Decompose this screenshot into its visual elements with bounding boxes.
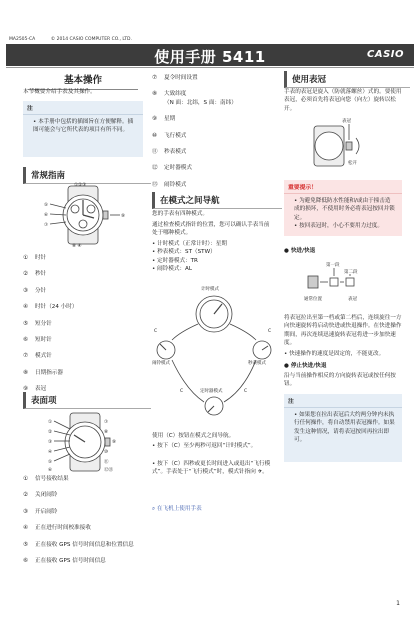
legend-item: ⑤ 正在接收 GPS 信号时间信息和位置信息: [23, 541, 134, 548]
basic-ops-intro: 本节概要介绍手表及其操作。: [23, 89, 96, 95]
basic-ops-heading: 基本操作: [23, 72, 143, 90]
svg-text:⑨: ⑨: [112, 440, 117, 445]
stop-p4: 沿与当前操作相反的方向旋转表冠或按任何按钮。: [284, 373, 396, 388]
page-title: 使用手册 5411: [154, 48, 266, 66]
legend-continued: [152, 74, 274, 189]
crown-note-box: [284, 394, 402, 462]
label-stopwatch: 秒表模式: [248, 361, 266, 366]
svg-text:⑤: ⑤: [44, 203, 49, 208]
mode-b1: • 按下（C）至少两秒可返回“计时模式”。: [152, 443, 257, 449]
svg-text:①: ①: [48, 420, 53, 425]
section-mode-navigation: 在模式之间导航: [152, 192, 282, 209]
legend-item: ⑨ 星期: [152, 116, 176, 123]
fast-heading: ● 快进/快退: [284, 248, 316, 254]
important-b1: • 为避免降低防水性能和/或由于撞击造成的损坏，不使用时务必将表冠按回并锁定。: [294, 198, 395, 221]
note-box: [23, 101, 143, 157]
label-alarm: 闹铃模式: [152, 361, 170, 366]
legend-item: ⑪ 秒表模式: [152, 149, 187, 156]
label-c: C: [268, 329, 272, 334]
mode-p3: 使用（C）按钮在模式之间导航。: [152, 433, 235, 439]
mode-p1: 您的手表有四种模式。: [152, 211, 208, 217]
svg-text:⑦: ⑦: [44, 223, 49, 228]
legend-item: ⑩ 飞行模式: [152, 132, 187, 139]
svg-text:④: ④: [48, 450, 53, 455]
legend-item: ③ 开启闹铃: [23, 508, 58, 515]
svg-text:⑦: ⑦: [104, 420, 109, 425]
important-box: [284, 180, 402, 236]
label-step2: 第二段: [344, 270, 358, 275]
label-step1: 第一段: [326, 263, 340, 268]
legend-item: ⑨ 表冠: [23, 386, 47, 393]
mode-b2: • 按下（C）四秒或更长时间进入或退出“飞行模式”。手表处于“飞行模式”时，模式针指向 ✈。: [152, 461, 271, 476]
fast-p2: 将表冠拉出至第一档或第二档后，连续旋往一方向快速旋转将启动快进或快退操作。在快进操作期间，再次连续迅速旋转表冠将进一步加快速度。: [284, 315, 402, 347]
crown-figure: [300, 116, 370, 174]
label-crown: 表冠: [342, 119, 351, 124]
label-c: C: [180, 389, 184, 394]
label-crown: 表冠: [348, 297, 357, 302]
svg-text:⑫⑬: ⑫⑬: [104, 468, 113, 473]
legend-item: ⑧ 大致纬度: [152, 91, 187, 98]
legend-item-subtext: （N 面：北纬，S 面：南纬）: [164, 99, 237, 106]
label-timer: 定时器模式: [200, 389, 223, 394]
legend-item: ② 关闭闹铃: [23, 492, 58, 499]
svg-text:①②③: ①②③: [74, 183, 87, 188]
flight-link-label: 在飞机上使用手表: [156, 506, 202, 512]
watch-overview-figure: [38, 182, 128, 248]
flight-link[interactable]: [152, 505, 274, 513]
legend-item: ⑥ 正在接收 GPS 信号时间信息: [23, 558, 106, 565]
fast-p3: • 快速操作的速度是固定的，不能更改。: [284, 351, 385, 357]
svg-text:⑪: ⑪: [104, 460, 109, 465]
svg-text:⑧: ⑧: [104, 430, 109, 435]
section-crown: 使用表冠: [284, 71, 410, 88]
legend-general: [23, 254, 143, 394]
crown-positions-figure: [300, 256, 390, 310]
legend-item: ② 秒针: [23, 271, 47, 278]
legend-item: ⑦ 模式针: [23, 353, 52, 360]
important-heading: 重要提示！: [284, 180, 402, 194]
mode-cycle-figure: [152, 280, 276, 430]
legend-item: ① 时针: [23, 255, 47, 261]
crown-note-heading: 注: [284, 394, 402, 408]
casio-logo: CASIO: [366, 49, 404, 60]
title-bar: [6, 44, 414, 66]
module-code: MA2505-CA: [9, 37, 36, 42]
mode-list: [152, 240, 274, 274]
legend-item: ① 信号接收结果: [23, 476, 69, 482]
mode-item: • 秒表模式：ST（STW）: [152, 249, 216, 256]
mode-item: • 闹铃模式：AL: [152, 266, 192, 273]
crown-p1: 手表的表冠是旋入（防就落螺丝）式的。要使用表冠，必须首先将表冠向您（向左）旋转以松开。: [284, 89, 402, 112]
mode-item: • 计时模式（正常计时）：星期: [152, 241, 227, 247]
svg-text:⑥: ⑥: [44, 213, 49, 218]
note-body: • 本手册中包括的插图旨在方便解释。插图可能会与它所代表的项目有所不同。: [33, 119, 134, 134]
svg-text:⑧ ④: ⑧ ④: [72, 244, 82, 248]
mode-item: • 定时器模式：TR: [152, 257, 198, 264]
legend-item: ④ 正在进行时间校准接收: [23, 525, 91, 532]
label-loosen: 松开: [348, 161, 357, 166]
section-dial-items: 表面项: [23, 392, 151, 409]
stop-heading: ● 停止快进/快退: [284, 363, 327, 369]
svg-text:⑩: ⑩: [104, 450, 109, 455]
search-icon: ⌕: [152, 506, 156, 512]
important-b2: • 按回表冠时，小心不要用力过度。: [294, 223, 383, 230]
note-heading: 注: [23, 101, 143, 115]
section-general-guide: 常规指南: [23, 167, 151, 184]
legend-item: ⑬ 闹铃模式: [152, 181, 187, 188]
crown-note-body: • 如果您在拉出表冠后大约两分钟内未执行任何操作，将自动禁用表冠操作。如果发生这种情况，请将表冠按回再拉出即可。: [294, 412, 395, 444]
mode-p2: 通过检查模式指针的位置，您可以确认手表当前处于哪种模式。: [152, 222, 270, 237]
svg-text:②: ②: [48, 430, 53, 435]
label-timekeeping: 计时模式: [201, 287, 219, 292]
legend-item: ③ 分针: [23, 287, 47, 294]
legend-item: ⑥ 短时针: [23, 337, 52, 344]
legend-item: ⑧ 日期指示器: [23, 369, 63, 376]
legend-item: ④ 时针（24 小时）: [23, 304, 78, 311]
legend-dial: [23, 475, 143, 565]
legend-item: ⑫ 定时器模式: [152, 165, 192, 172]
svg-text:⑨: ⑨: [121, 214, 126, 219]
header-rule: [6, 67, 414, 68]
label-c: C: [154, 329, 158, 334]
page-number: 1: [396, 600, 400, 607]
svg-text:⑥: ⑥: [48, 468, 53, 473]
svg-text:③: ③: [48, 440, 53, 445]
copyright: © 2014 CASIO COMPUTER CO., LTD.: [50, 37, 132, 42]
header-meta: [9, 37, 146, 42]
important-body: [284, 194, 402, 236]
legend-item: ⑦ 夏令时间设置: [152, 75, 198, 81]
legend-item: ⑤ 短分针: [23, 320, 52, 327]
label-normal: 通常位置: [304, 297, 322, 302]
label-c: C: [244, 389, 248, 394]
svg-text:⑤: ⑤: [48, 460, 53, 465]
watch-dial-figure: [44, 409, 124, 475]
